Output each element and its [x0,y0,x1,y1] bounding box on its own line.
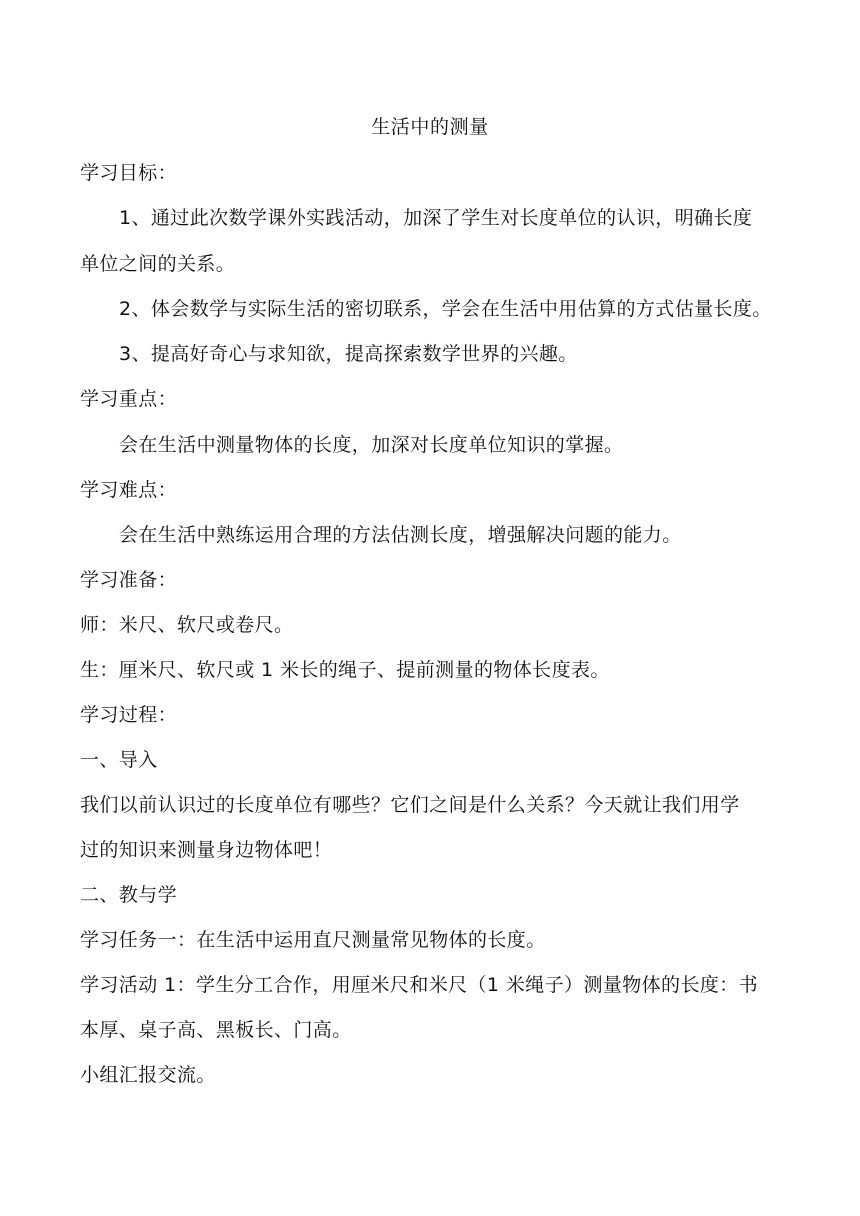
objective-1-line2: 单位之间的关系。 [80,253,236,275]
preparation-heading: 学习准备： [80,569,178,591]
activity1-line2: 本厚、桌子高、黑板长、门高。 [80,1019,352,1041]
group-report: 小组汇报交流。 [80,1064,216,1086]
process-heading: 学习过程： [80,704,178,726]
part1-line1: 我们以前认识过的长度单位有哪些？它们之间是什么关系？今天就让我们用学 [80,794,740,816]
task1: 学习任务一：在生活中运用直尺测量常见物体的长度。 [80,929,546,951]
objectives-heading: 学习目标： [80,162,178,184]
part1-heading: 一、导入 [80,749,158,771]
preparation-teacher: 师：米尺、软尺或卷尺。 [80,614,294,636]
objective-3: 3、提高好奇心与求知欲，提高探索数学世界的兴趣。 [119,343,578,365]
difficulties-text: 会在生活中熟练运用合理的方法估测长度，增强解决问题的能力。 [119,524,682,546]
preparation-student: 生：厘米尺、软尺或 1 米长的绳子、提前测量的物体长度表。 [80,659,610,681]
activity1-line1: 学习活动 1：学生分工合作，用厘米尺和米尺（1 米绳子）测量物体的长度：书 [80,974,759,996]
key-points-heading: 学习重点： [80,388,178,410]
objective-2: 2、体会数学与实际生活的密切联系，学会在生活中用估算的方式估量长度。 [119,298,772,320]
objective-1-line1: 1、通过此次数学课外实践活动，加深了学生对长度单位的认识，明确长度 [119,207,753,229]
key-points-text: 会在生活中测量物体的长度，加深对长度单位知识的掌握。 [119,434,624,456]
difficulties-heading: 学习难点： [80,479,178,501]
document-title: 生活中的测量 [371,116,489,138]
part1-line2: 过的知识来测量身边物体吧！ [80,839,333,861]
part2-heading: 二、教与学 [80,884,178,906]
